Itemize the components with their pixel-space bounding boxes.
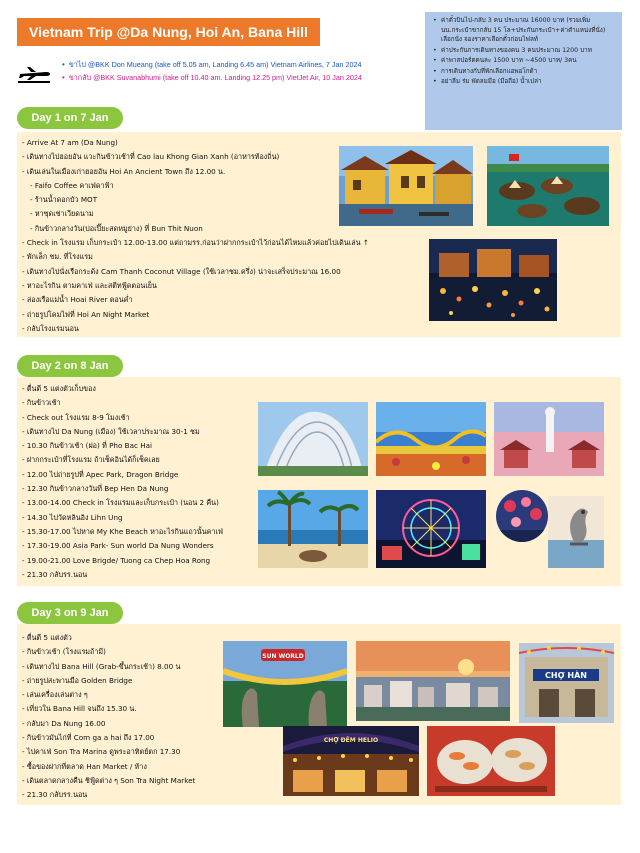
day-2-label: Day 2 on 8 Jan — [17, 355, 123, 377]
itinerary-item: - หาอะไรกิน ตามคาเฟ่ และสตีทฟู้ดตอนเย็น — [22, 280, 157, 290]
itinerary-item: - หาซุดเช่าเวียดนาม — [30, 209, 94, 219]
return-flight: • ขากลับ @BKK Suvanabhumi (take off 10.40 am. Landing 12.25 pm) VietJet Air, 10 Jan 2024 — [62, 73, 362, 82]
itinerary-item: - Check out โรงแรม 8-9 โมงเช้า — [22, 412, 130, 422]
itinerary-item: - ถ่ายรูปโคมไฟที่ Hoi An Night Market — [22, 309, 150, 319]
itinerary-item: - กินข้าวกลางวัน(ปอเปี๊ยะสดหมูย่าง) ที่ Bun Thit Nuon — [30, 223, 203, 233]
golden-bridge-photo — [223, 641, 347, 727]
outbound-flight: • ขาไป @BKK Don Mueang (take off 5.05 am, Landing 6.45 am) Vietnam Airlines, 7 Jan 2024 — [62, 60, 362, 69]
itinerary-item: - 13.00-14.00 Check in โรงแรมและเก็บกระเป๋า (นอน 2 คืน) — [22, 498, 219, 508]
itinerary-item: - ล่องเรือแม่น้ำ Hoai River ตอนค่ำ — [22, 295, 133, 305]
itinerary-item: - ฝากกระเป๋าที่โรงแรม ถ้าเช็คอินได้ก็เช็คเลย — [22, 455, 160, 465]
itinerary-item: - Arrive At 7 am (Da Nung) — [22, 138, 118, 147]
itinerary-item: - พักเล็ก ชม. ที่โรงแรม — [22, 252, 93, 262]
itinerary-item: - กลับโรงแรมนอน — [22, 323, 79, 333]
itinerary-item: - Faifo Coffee คาเฟ่ดาฟ้า — [30, 180, 114, 190]
asia-park-photo — [376, 490, 486, 568]
han-market-photo — [519, 643, 614, 723]
itinerary-item: - 19.00-21.00 Love Brigde/ Tuong ca Chep Hoa Rong — [22, 555, 211, 565]
itinerary-item: - ตื่นตี 5 แต่งตัว — [22, 633, 72, 642]
dragon-bridge-photo — [376, 402, 486, 476]
itinerary-item: - กินข้าวเช้า (โรงแรมถ้ามี) — [22, 647, 106, 657]
itinerary-item: - เดินตลาดกลางคืน ชิฟู้ดต่าง ๆ Son Tra Night Market — [22, 775, 196, 785]
itinerary-item: - เล่นเครื่องเล่นต่าง ๆ — [22, 690, 88, 700]
day-3-itinerary — [22, 631, 195, 803]
linh-ung-pagoda-photo — [494, 402, 604, 476]
my-khe-beach-photo — [258, 490, 368, 568]
son-tra-marina-photo — [356, 641, 510, 721]
hoi-an-lantern-river-photo — [429, 239, 557, 321]
day-1-itinerary — [22, 136, 369, 336]
flight-info — [62, 58, 362, 84]
han-market-sign: CHỢ HÀN — [545, 671, 587, 680]
itinerary-item: - 15.30-17.00 ไปหาด My Khe Beach หาอะไรกินแถวนั้นคาเฟ่ — [22, 526, 224, 536]
seafood-photo — [427, 726, 555, 796]
itinerary-item: - กลับมา Da Nung 16.00 — [22, 718, 106, 728]
note-item: • อย่าลืม ร่ม พัดลมมือ (มือถือ) น้ำเปล่า — [433, 77, 616, 87]
itinerary-item: - เดินทางไปนั่งเรือกระด้ง Cam Thanh Coconut Village (ใช้เวลาชม.ครึ่ง) น่าจะเสร็จประมาณ 16.00 — [22, 266, 341, 276]
itinerary-item: - ร้านน้ำดอกบัว MOT — [30, 195, 98, 205]
itinerary-item: - เดินเล่นในเมืองเก่าฮอยอัน Hoi An Ancient Town ถึง 12.00 น. — [22, 166, 226, 176]
son-tra-night-market-photo — [283, 726, 419, 796]
itinerary-item: - เดินทางไปฮอยอัน แวะกินข้าวเช้าที่ Cao lau Khong Gian Xanh (อาหารท้องถิ่น) — [22, 152, 280, 162]
itinerary-item: - ถ่ายรูปสะพานมือ Golden Bridge — [22, 675, 133, 685]
note-item: • ค่าพาสปอร์ตคนละ 1500 บาท ~4500 บาท/ 3คน — [433, 56, 616, 66]
day-2-itinerary — [22, 382, 223, 582]
sun-world-sign: SUN WORLD — [262, 653, 304, 660]
notes-box — [425, 12, 622, 130]
love-bridge-round-photo — [496, 490, 548, 542]
note-item: • ค่าตั๋วบินไป-กลับ 3 คน ประมาณ 16000 บาท (รวมเพิ่มนน.กระเป๋าขากลับ 15 โล+ประกันกระเป๋า+ค่าตำแหน่งที่นั่ง) เลือกนั่ง จองราคาเลือกตั๋วก่อนไฟลท์ — [433, 16, 616, 45]
itinerary-item: - ตื่นตี 5 แต่งตัวเก็บของ — [22, 384, 96, 393]
day-3-label: Day 3 on 9 Jan — [17, 602, 123, 624]
itinerary-item: - เที่ยวใน Bana Hill จนถึง 15.30 น. — [22, 704, 137, 714]
itinerary-item: - 12.00 ไปถ่ายรูปที่ Apec Park, Dragon Bridge — [22, 469, 179, 479]
basket-boat-photo — [487, 146, 609, 226]
itinerary-item: - 17.30-19.00 Asia Park- Sun world Da Nung Wonders — [22, 541, 214, 551]
day-1-label: Day 1 on 7 Jan — [17, 107, 123, 129]
itinerary-item: - เดินทางไป Da Nung (เมือง) ใช้เวลาประมาณ 30-1 ชม — [22, 426, 200, 436]
page-title: Vietnam Trip @Da Nung, Hoi An, Bana Hill — [17, 18, 320, 46]
itinerary-item: - Check in โรงแรม เก็บกระเป๋า 12.00-13.00 แต่ถามรร.ก่อนว่าฝากกระเป๋าไว้ก่อนได้ไหมแล้วค่อยไปเดินเล่น ↑ — [22, 238, 369, 248]
night-market-sign: CHỢ ĐÊM HELIO — [323, 737, 379, 744]
itinerary-item: - 21.30 กลับรร.นอน — [22, 790, 88, 800]
hoi-an-ancient-town-photo — [339, 146, 473, 226]
itinerary-item: - 10.30 กินข้าวเช้า (ฝอ) ที่ Pho Bac Hai — [22, 441, 153, 451]
itinerary-item: - 21.30 กลับรร.นอน — [22, 569, 88, 579]
itinerary-item: - กินข้าวเช้า — [22, 398, 61, 408]
apec-park-photo — [258, 402, 368, 476]
itinerary-item: - เดินทางไป Bana Hill (Grab-ขึ้นกระเช้า) 8.00 น — [22, 661, 181, 671]
airplane-icon — [16, 62, 52, 84]
note-item: • ค่าประกันการเดินทางของคน 3 คนประมาณ 1200 บาท — [433, 46, 616, 56]
itinerary-item: - 14.30 ไปวัดหลินอิง Lihn Ung — [22, 512, 123, 522]
dragon-carp-statue-photo — [548, 496, 604, 568]
itinerary-item: - 12.30 กินข้าวกลางวันที่ Bep Hen Da Nung — [22, 484, 169, 494]
itinerary-item: - ไปคาเฟ่ Son Tra Marina ดูพระอาทิตย์ตก 17.30 — [22, 747, 181, 757]
itinerary-item: - กินข้าวมันไก่ที่ Com ga a hai ถึง 17.00 — [22, 733, 155, 743]
note-item: • การเดินทางกับที่พักเลือกแอพอโกด้า — [433, 67, 616, 77]
itinerary-item: - ซื้อของฝากที่ตลาด Han Market / ห้าง — [22, 761, 147, 771]
